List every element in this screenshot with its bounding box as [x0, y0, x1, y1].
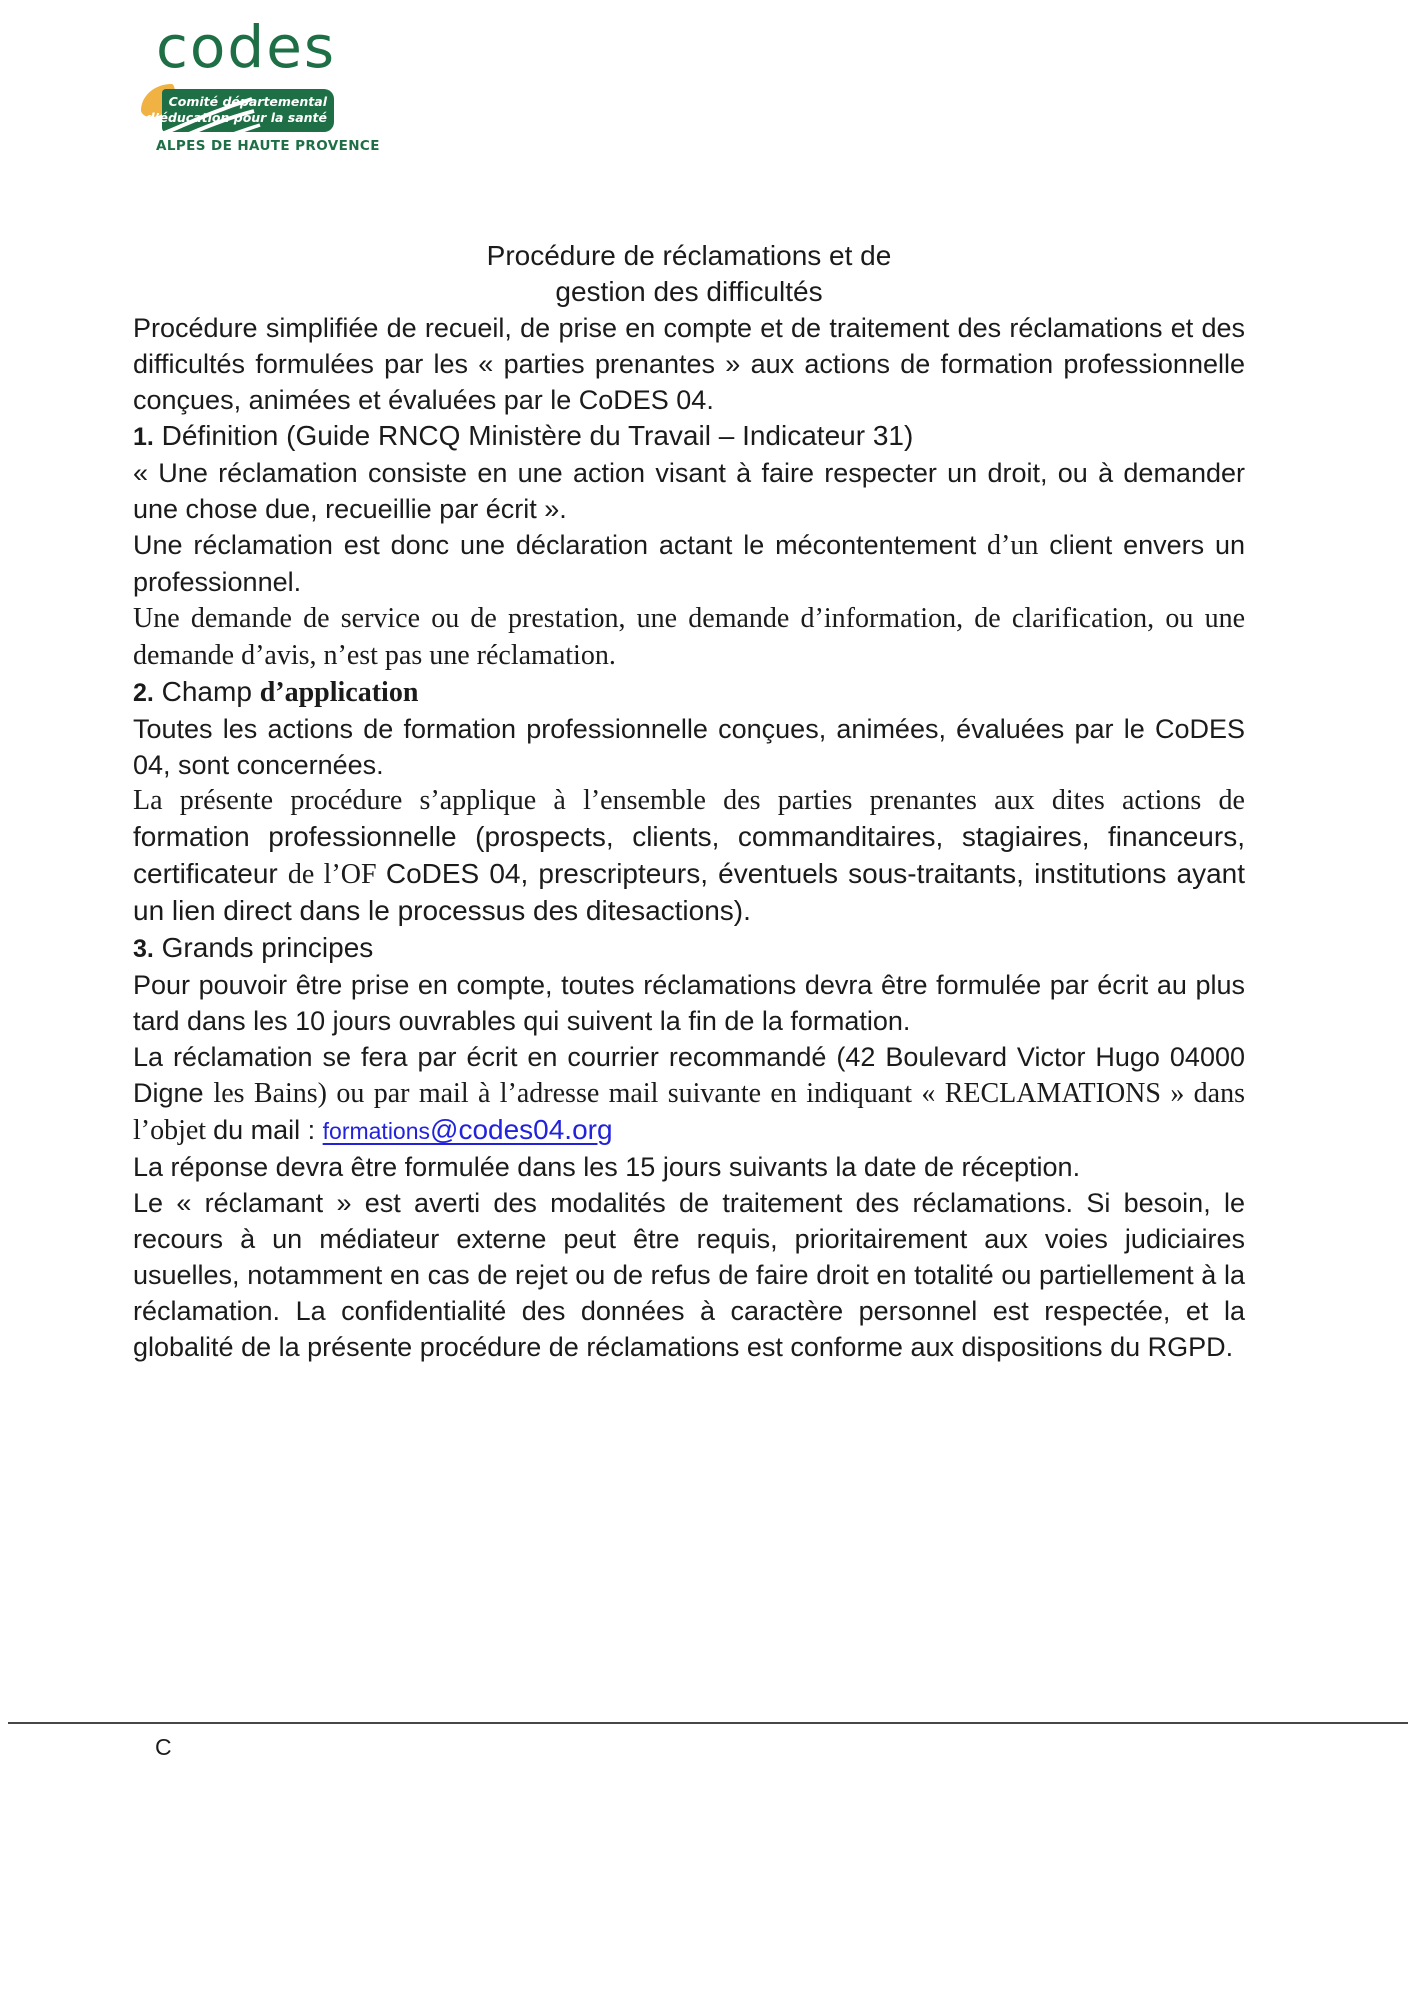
definition-quote-paragraph [133, 455, 1245, 527]
section-1-title: Définition (Guide RNCQ Ministère du Travail – Indicateur 31) [153, 420, 914, 451]
title-line1: Procédure de réclamations et de [486, 240, 892, 271]
text-run: Le « réclamant » est averti des modalités de traitement des réclamations. Si besoin, le recours à un médiateur externe peut être requis, prioritairement aux voies judiciaires usuelles, notamment en cas de rejet ou de refus de faire droit en totalité ou partiellement à la réclamation. La confidentialité des données à caractère personnel est respectée, et la globalité de la présente procédure de réclamations est conforme aux dispositions du RGPD. [133, 1188, 1245, 1362]
text-run: CoDES 04, prescripteurs, éventuels sous-traitants, institutions ayant un lien direct dans le processus des ditesactions). [133, 858, 1245, 926]
deadline-paragraph [133, 967, 1245, 1039]
logo-banner-line1: Comité départemental [168, 94, 327, 109]
section-1-heading [133, 418, 1245, 455]
email-domain-part: @codes04.org [430, 1114, 613, 1145]
text-run: Toutes les actions de formation professionnelle conçues, animées, évaluées par le CoDES 04, sont concernées. [133, 714, 1245, 780]
text-run: Procédure simplifiée de recueil, de prise en compte et de traitement des réclamations et des difficultés formulées par les « parties prenantes » aux actions de formation professionnelle conçues, animées et évaluées par le CoDES 04. [133, 313, 1245, 415]
text-run: du mail : [213, 1115, 323, 1145]
submission-paragraph [133, 1039, 1245, 1149]
section-2-number: 2. [133, 679, 154, 707]
text-run: de l’OF [287, 859, 386, 890]
text-run: client envers un professionnel. [133, 530, 1245, 597]
section-3-heading [133, 930, 1245, 967]
title-line2: gestion des difficultés [555, 276, 823, 307]
mediation-paragraph [133, 1185, 1245, 1365]
document-content [133, 238, 1245, 1365]
footer-letter: C [155, 1734, 172, 1760]
text-run: La présente procédure s’applique à l’ensemble des parties prenantes aux dites actions de [133, 785, 1245, 816]
section-3-number: 3. [133, 935, 154, 963]
definition-explanation-paragraph [133, 527, 1245, 674]
section-2-title: Champ [153, 676, 260, 707]
email-user-part: formations [322, 1118, 431, 1144]
text-run: Pour pouvoir être prise en compte, toutes réclamations devra être formulée par écrit au plus tard dans les 10 jours ouvrables qui suivent la fin de la formation. [133, 970, 1245, 1036]
section-1-number: 1. [133, 423, 154, 451]
text-run: formation professionnelle (prospects, clients, commanditaires, stagiaires, financeurs, certificateur [133, 821, 1245, 889]
text-run: les Bains) ou par mail à l’adresse mail suivante en indiquant « RECLAMATIONS » dans l’objet [133, 1078, 1246, 1146]
stakeholders-paragraph [133, 783, 1245, 930]
intro-paragraph [133, 310, 1245, 418]
text-run: « Une réclamation consiste en une action visant à faire respecter un droit, ou à demander une chose due, recueillie par écrit ». [133, 458, 1245, 524]
text-run: Une demande de service ou de prestation, une demande d’information, de clarification, ou une demande d’avis, n’est pas une réclamation. [133, 603, 1245, 671]
document-title [133, 238, 1245, 310]
text-run: d’un [987, 530, 1039, 561]
text-run: La réclamation se fera par écrit en courrier recommandé (42 Boulevard Victor Hugo 04000 Digne [133, 1042, 1245, 1108]
scope-paragraph [133, 711, 1245, 783]
response-paragraph [133, 1149, 1245, 1185]
footer-divider [8, 1722, 1408, 1724]
section-2-heading [133, 674, 1245, 711]
text-run: Une réclamation est donc une déclaration actant le mécontentement [133, 530, 988, 560]
email-link[interactable] [323, 1115, 613, 1145]
logo-banner-line2: d’éducation pour la santé [145, 110, 327, 125]
text-run: La réponse devra être formulée dans les 15 jours suivants la date de réception. [133, 1152, 1081, 1182]
section-3-title: Grands principes [153, 932, 374, 963]
logo-region-text: ALPES DE HAUTE PROVENCE [156, 138, 380, 154]
section-2-title-serif: d’application [259, 677, 419, 708]
logo-brand-text: codes [156, 13, 337, 81]
codes-logo [120, 13, 380, 157]
